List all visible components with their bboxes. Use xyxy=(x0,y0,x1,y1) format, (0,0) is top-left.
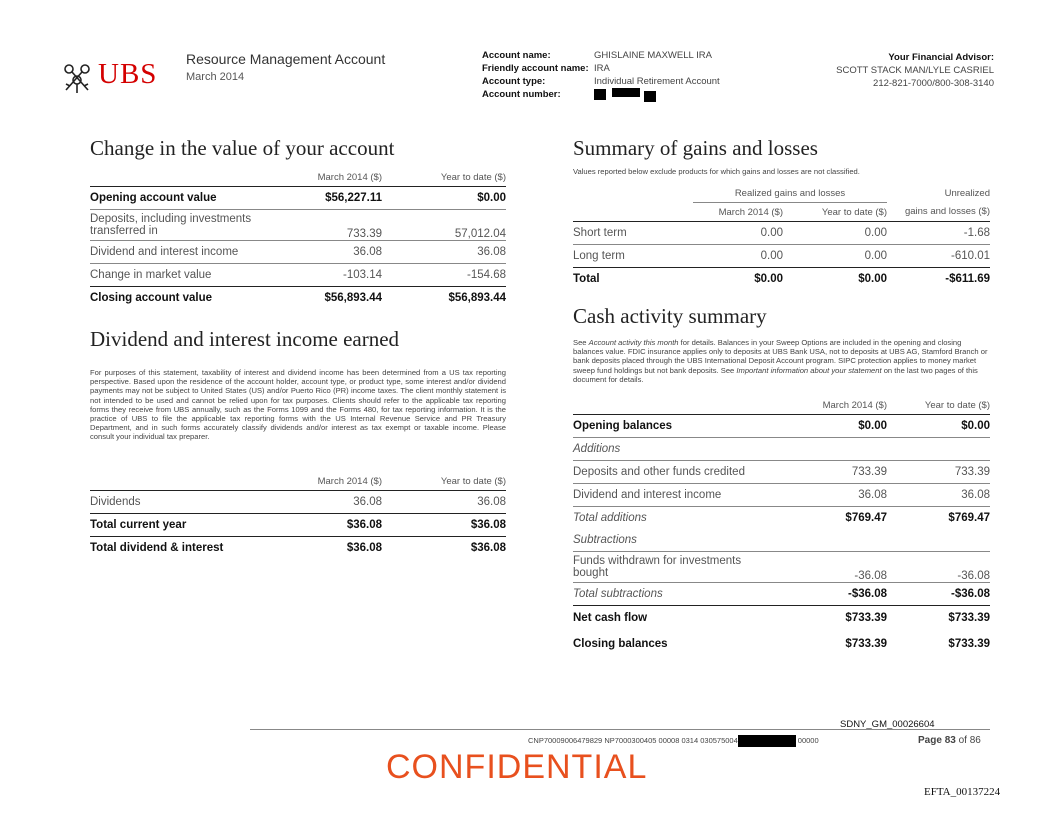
row-unrealized-value: -1.68 xyxy=(887,222,990,245)
account-name-label: Account name: xyxy=(482,50,551,61)
ubs-keys-logo-icon xyxy=(60,60,94,94)
table-row xyxy=(573,222,990,245)
row-label: Change in market value xyxy=(90,264,286,287)
ubs-logo-text: UBS xyxy=(98,58,158,90)
row-ytd-value: -36.08 xyxy=(887,552,990,583)
table-row xyxy=(573,630,990,658)
cash-note-text: on the last two pages of this document for details. xyxy=(573,365,978,384)
bates-stamp: SDNY_GM_00026604 xyxy=(840,719,935,730)
cash-note xyxy=(573,338,990,384)
statement-month: March 2014 xyxy=(186,71,245,83)
redaction-box xyxy=(644,91,656,102)
row-march-value: 733.39 xyxy=(783,461,887,484)
table-header-row xyxy=(573,396,990,415)
redaction-box xyxy=(738,735,796,747)
financial-advisor-block xyxy=(836,51,994,90)
cash-note-text: See xyxy=(573,338,589,347)
row-unrealized-value: -610.01 xyxy=(887,245,990,268)
row-march-value: 0.00 xyxy=(693,222,783,245)
dividend-paragraph: For purposes of this statement, taxability of interest and dividend income has been determined from a US tax reporting perspective. Based upon the residence of the account holder, account type, or product type, some interest and/or dividend payments may not be subject to United States (US) and/or Puerto Rico (PR) income taxes. The client monthly statement is not intended to be used and cannot be relied upon for tax purposes. Clients should refer to the applicable tax reporting forms they receive from UBS annually, such as the Forms 1099 and the Forms 480, for tax reporting information. It is the practice of UBS to file the applicable tax reporting forms with the US Internal Revenue Service and PR Treasury Department, and in such forms accurately classify dividends and/or interest as tax exempt or taxable income. Please consult your individual tax preparer. xyxy=(90,368,506,442)
row-march-value: 36.08 xyxy=(286,241,382,264)
row-label-line1: Funds withdrawn for investments xyxy=(573,555,742,567)
row-label: Opening balances xyxy=(573,415,783,438)
row-ytd-value: 36.08 xyxy=(382,241,506,264)
col-ytd: Year to date ($) xyxy=(440,475,506,487)
row-label-line2: transferred in xyxy=(90,225,158,237)
row-ytd-value: -154.68 xyxy=(382,264,506,287)
account-name-value: GHISLAINE MAXWELL IRA xyxy=(594,50,712,61)
col-ytd: Year to date ($) xyxy=(821,206,887,218)
row-ytd-value: $733.39 xyxy=(887,606,990,630)
advisor-names: SCOTT STACK MAN/LYLE CASRIEL xyxy=(836,65,994,76)
account-type-label: Account type: xyxy=(482,76,546,87)
row-ytd-value: 0.00 xyxy=(783,245,887,268)
col-unrealized: gains and losses ($) xyxy=(904,206,990,218)
row-label: Total current year xyxy=(90,514,286,537)
advisor-label: Your Financial Advisor: xyxy=(888,52,994,63)
table-row xyxy=(90,187,506,210)
row-ytd-value: $0.00 xyxy=(783,268,887,291)
row-march-value: 36.08 xyxy=(783,484,887,507)
row-ytd-value: $0.00 xyxy=(887,415,990,438)
cash-table xyxy=(573,396,990,658)
row-ytd-value: 733.39 xyxy=(887,461,990,484)
row-label: Dividend and interest income xyxy=(90,241,286,264)
row-march-value: -103.14 xyxy=(286,264,382,287)
gains-note: Values reported below exclude products for which gains and losses are not classified. xyxy=(573,167,860,176)
account-number-label: Account number: xyxy=(482,89,561,100)
dividend-table xyxy=(90,472,506,559)
table-header-row xyxy=(90,472,506,491)
row-march-value: $56,227.11 xyxy=(286,187,382,210)
gains-table xyxy=(573,184,990,290)
row-march-value: $36.08 xyxy=(286,537,382,560)
advisor-phone: 212-821-7000/800-308-3140 xyxy=(873,78,994,89)
row-ytd-value: -$36.08 xyxy=(887,583,990,606)
row-march-value: 733.39 xyxy=(286,210,382,241)
row-ytd-value: 36.08 xyxy=(887,484,990,507)
table-row xyxy=(573,415,990,438)
row-ytd-value: $36.08 xyxy=(382,514,506,537)
row-label: Short term xyxy=(573,222,693,245)
table-row xyxy=(573,484,990,507)
row-unrealized-value: -$611.69 xyxy=(887,268,990,291)
footer-divider xyxy=(250,729,990,730)
table-row xyxy=(90,241,506,264)
table-row xyxy=(573,606,990,630)
row-ytd-value: $0.00 xyxy=(382,187,506,210)
row-ytd-value: $733.39 xyxy=(948,637,990,650)
table-row xyxy=(90,491,506,514)
row-ytd-value: $769.47 xyxy=(887,507,990,530)
page-number: 83 xyxy=(944,735,956,746)
row-label: Subtractions xyxy=(573,534,637,546)
row-label xyxy=(573,552,783,583)
change-value-heading: Change in the value of your account xyxy=(90,136,395,160)
table-row xyxy=(90,264,506,287)
table-row xyxy=(573,438,990,461)
table-row xyxy=(573,529,990,552)
table-row xyxy=(573,507,990,530)
row-ytd-value: 57,012.04 xyxy=(382,210,506,241)
friendly-name-value: IRA xyxy=(594,63,610,74)
row-label: Long term xyxy=(573,245,693,268)
col-ytd: Year to date ($) xyxy=(924,399,990,411)
row-march-value: $733.39 xyxy=(783,606,887,630)
table-row xyxy=(90,210,506,241)
row-march-value: 0.00 xyxy=(693,245,783,268)
table-row xyxy=(90,287,506,310)
table-row xyxy=(573,268,990,291)
row-label-line2: bought xyxy=(573,567,609,579)
row-label: Opening account value xyxy=(90,187,286,210)
page-label: Page xyxy=(918,735,942,746)
change-value-table xyxy=(90,168,506,309)
table-row xyxy=(573,245,990,268)
confidential-stamp: CONFIDENTIAL xyxy=(386,748,648,786)
row-ytd-value: 0.00 xyxy=(783,222,887,245)
row-march-value: -36.08 xyxy=(783,552,887,583)
row-label: Additions xyxy=(573,438,783,461)
col-march: March 2014 ($) xyxy=(317,171,382,183)
row-label: Total dividend & interest xyxy=(90,537,286,560)
unrealized-header: Unrealized xyxy=(944,187,990,199)
row-label: Total xyxy=(573,268,693,291)
footer-code xyxy=(528,735,819,747)
row-ytd-value: 36.08 xyxy=(382,491,506,514)
cash-note-link-text: Important information about your statement xyxy=(736,365,882,375)
realized-header: Realized gains and losses xyxy=(693,184,887,203)
col-ytd: Year to date ($) xyxy=(440,171,506,183)
table-row xyxy=(573,552,990,583)
gains-heading: Summary of gains and losses xyxy=(573,136,818,160)
table-header-row xyxy=(573,184,990,203)
table-header-row xyxy=(90,168,506,187)
row-label: Closing balances xyxy=(573,637,668,650)
footer-code-text: CNP70009006479829 NP7000300405 00008 0314 030575004 xyxy=(528,735,738,745)
row-march-value: $56,893.44 xyxy=(286,287,382,310)
row-march-value: $0.00 xyxy=(783,415,887,438)
statement-title: Resource Management Account xyxy=(186,51,386,67)
cash-note-text: for details. Balances in your Sweep Options are included in the opening and closing balances value. FDIC insurance applies only to deposits at UBS Bank USA, not to deposits at UBS AG, Stamford Branch or bank deposits placed through the UBS International Deposit Account program. SIPC protection applies to money market sweep fund holdings but not bank deposits. See xyxy=(573,338,988,375)
redaction-box xyxy=(594,89,606,100)
row-march-value: $769.47 xyxy=(783,507,887,530)
row-march-value: $0.00 xyxy=(693,268,783,291)
row-ytd-value: $56,893.44 xyxy=(382,287,506,310)
row-label: Dividends xyxy=(90,491,286,514)
friendly-name-label: Friendly account name: xyxy=(482,63,589,74)
table-header-row xyxy=(573,203,990,222)
row-label: Net cash flow xyxy=(573,606,783,630)
row-march-value: 36.08 xyxy=(286,491,382,514)
row-label: Total subtractions xyxy=(573,583,783,606)
table-row xyxy=(573,461,990,484)
row-ytd-value: $36.08 xyxy=(382,537,506,560)
table-row xyxy=(573,583,990,606)
footer-code-tail: 00000 xyxy=(797,735,819,745)
row-march-value: $733.39 xyxy=(845,637,887,650)
col-march: March 2014 ($) xyxy=(718,206,783,218)
row-label: Total additions xyxy=(573,507,783,530)
row-label xyxy=(90,210,286,241)
row-label-line1: Deposits, including investments xyxy=(90,213,252,225)
efta-stamp: EFTA_00137224 xyxy=(924,786,1001,798)
table-row xyxy=(90,514,506,537)
row-march-value: $36.08 xyxy=(286,514,382,537)
row-label: Closing account value xyxy=(90,287,286,310)
col-march: March 2014 ($) xyxy=(822,399,887,411)
redaction-box xyxy=(612,88,640,97)
row-march-value: -$36.08 xyxy=(783,583,887,606)
col-march: March 2014 ($) xyxy=(317,475,382,487)
account-type-value: Individual Retirement Account xyxy=(594,76,720,87)
table-row xyxy=(90,537,506,560)
page-total: of 86 xyxy=(958,735,981,746)
cash-note-link-text: Account activity this month xyxy=(588,338,679,347)
page-indicator xyxy=(918,735,981,746)
row-label: Dividend and interest income xyxy=(573,484,783,507)
row-label: Deposits and other funds credited xyxy=(573,461,783,484)
cash-heading: Cash activity summary xyxy=(573,304,767,328)
dividend-heading: Dividend and interest income earned xyxy=(90,327,400,351)
